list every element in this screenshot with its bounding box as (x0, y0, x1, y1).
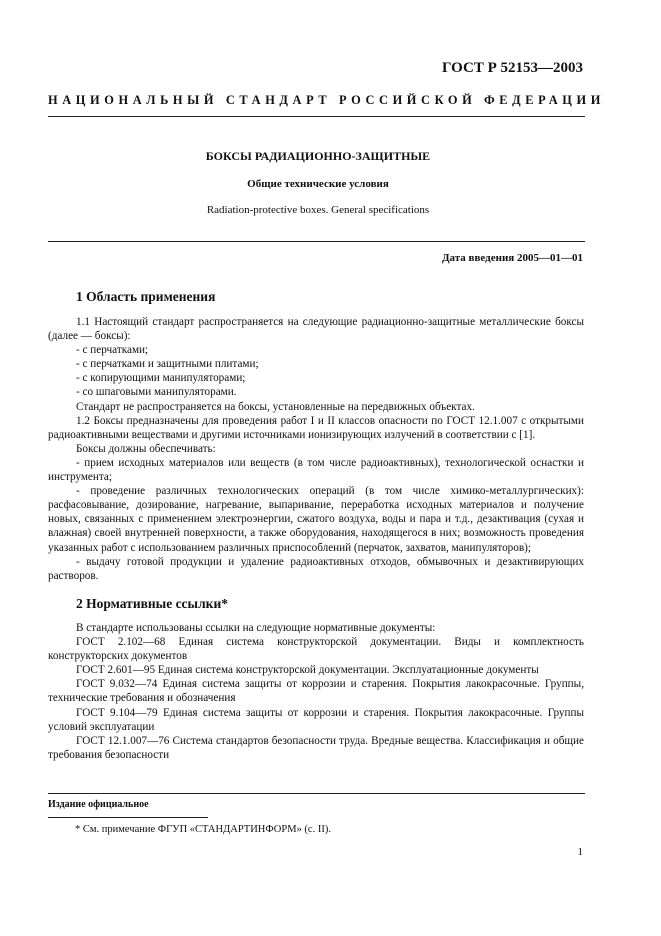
reference-item: ГОСТ 9.104—79 Единая система защиты от коррозии и старения. Покрытия лакокрасочные. Группы условий эксплуатации (48, 706, 584, 733)
title-rule (48, 241, 585, 242)
introduction-date: Дата введения 2005—01—01 (441, 252, 583, 264)
paragraph: 1.1 Настоящий стандарт распространяется на следующие радиационно-защитные металлические боксы (далее — боксы): (48, 316, 584, 343)
list-item: - с перчатками и защитными плитами; (76, 358, 259, 371)
reference-item: ГОСТ 2.102—68 Единая система конструкторской документации. Виды и комплектность конструкторских документов (48, 636, 584, 663)
section-2-body (48, 621, 584, 762)
list-item: - с перчатками; (76, 344, 149, 357)
page-number: 1 (577, 846, 583, 858)
paragraph: Стандарт не распространяется на боксы, установленные на передвижных объектах. (76, 400, 475, 413)
paragraph: 1.2 Боксы предназначены для проведения работ I и II классов опасности по ГОСТ 12.1.007 с открытыми радиоактивными веществами и другими источниками ионизирующих излучений в соответствии с [1]. (48, 414, 584, 441)
list-item: - с копирующими манипуляторами; (76, 372, 246, 385)
standard-banner: НАЦИОНАЛЬНЫЙ СТАНДАРТ РОССИЙСКОЙ ФЕДЕРАЦИИ (48, 93, 605, 107)
header-rule (48, 116, 585, 117)
section-1-heading: 1 Область применения (76, 289, 216, 304)
section-2-heading: 2 Нормативные ссылки* (76, 596, 228, 611)
english-title: Radiation-protective boxes. General specifications (206, 204, 430, 216)
footnote-rule (48, 817, 208, 818)
document-subtitle: Общие технические условия (247, 178, 389, 190)
footer-rule (48, 793, 585, 794)
reference-item: ГОСТ 12.1.007—76 Система стандартов безопасности труда. Вредные вещества. Классификация и общие требования безопасности (48, 734, 584, 761)
footnote: * См. примечание ФГУП «СТАНДАРТИНФОРМ» (с. II). (75, 824, 331, 835)
paragraph: Боксы должны обеспечивать: (76, 442, 216, 455)
official-edition-label: Издание официальное (48, 799, 149, 810)
paragraph: В стандарте использованы ссылки на следующие нормативные документы: (76, 622, 436, 634)
reference-item: ГОСТ 9.032—74 Единая система защиты от коррозии и старения. Покрытия лакокрасочные. Группы, технические требования и обозначения (48, 678, 584, 705)
standard-number: ГОСТ Р 52153—2003 (441, 60, 583, 76)
list-item: - прием исходных материалов или веществ (в том числе радиоактивных), технологической оснастки и инструмента; (48, 456, 584, 484)
document-title: БОКСЫ РАДИАЦИОННО-ЗАЩИТНЫЕ (205, 149, 431, 163)
list-item: - проведение различных технологических операций (в том числе химико-металлургических): расфасовывание, дозирование, нагревание, выпаривание, переработка исходных материалов и получение новых, связанных с применением электроэнергии, сжатого воздуха, воды и пара и т.д., дезактивация (сухая и влажная) своей внутренней поверхности, а также оборудования, находящегося в них; возможность проведения указанных работ с использованием различных приспособлений (перчаток, захватов, манипуляторов); (48, 485, 584, 554)
list-item: - выдачу готовой продукции и удаление радиоактивных отходов, обмывочных и дезактивирующих растворов. (48, 555, 584, 582)
section-1-body (48, 315, 584, 583)
list-item: - со шпаговыми манипуляторами. (76, 386, 237, 399)
reference-item: ГОСТ 2.601—95 Единая система конструкторской документации. Эксплуатационные документы (76, 664, 539, 677)
